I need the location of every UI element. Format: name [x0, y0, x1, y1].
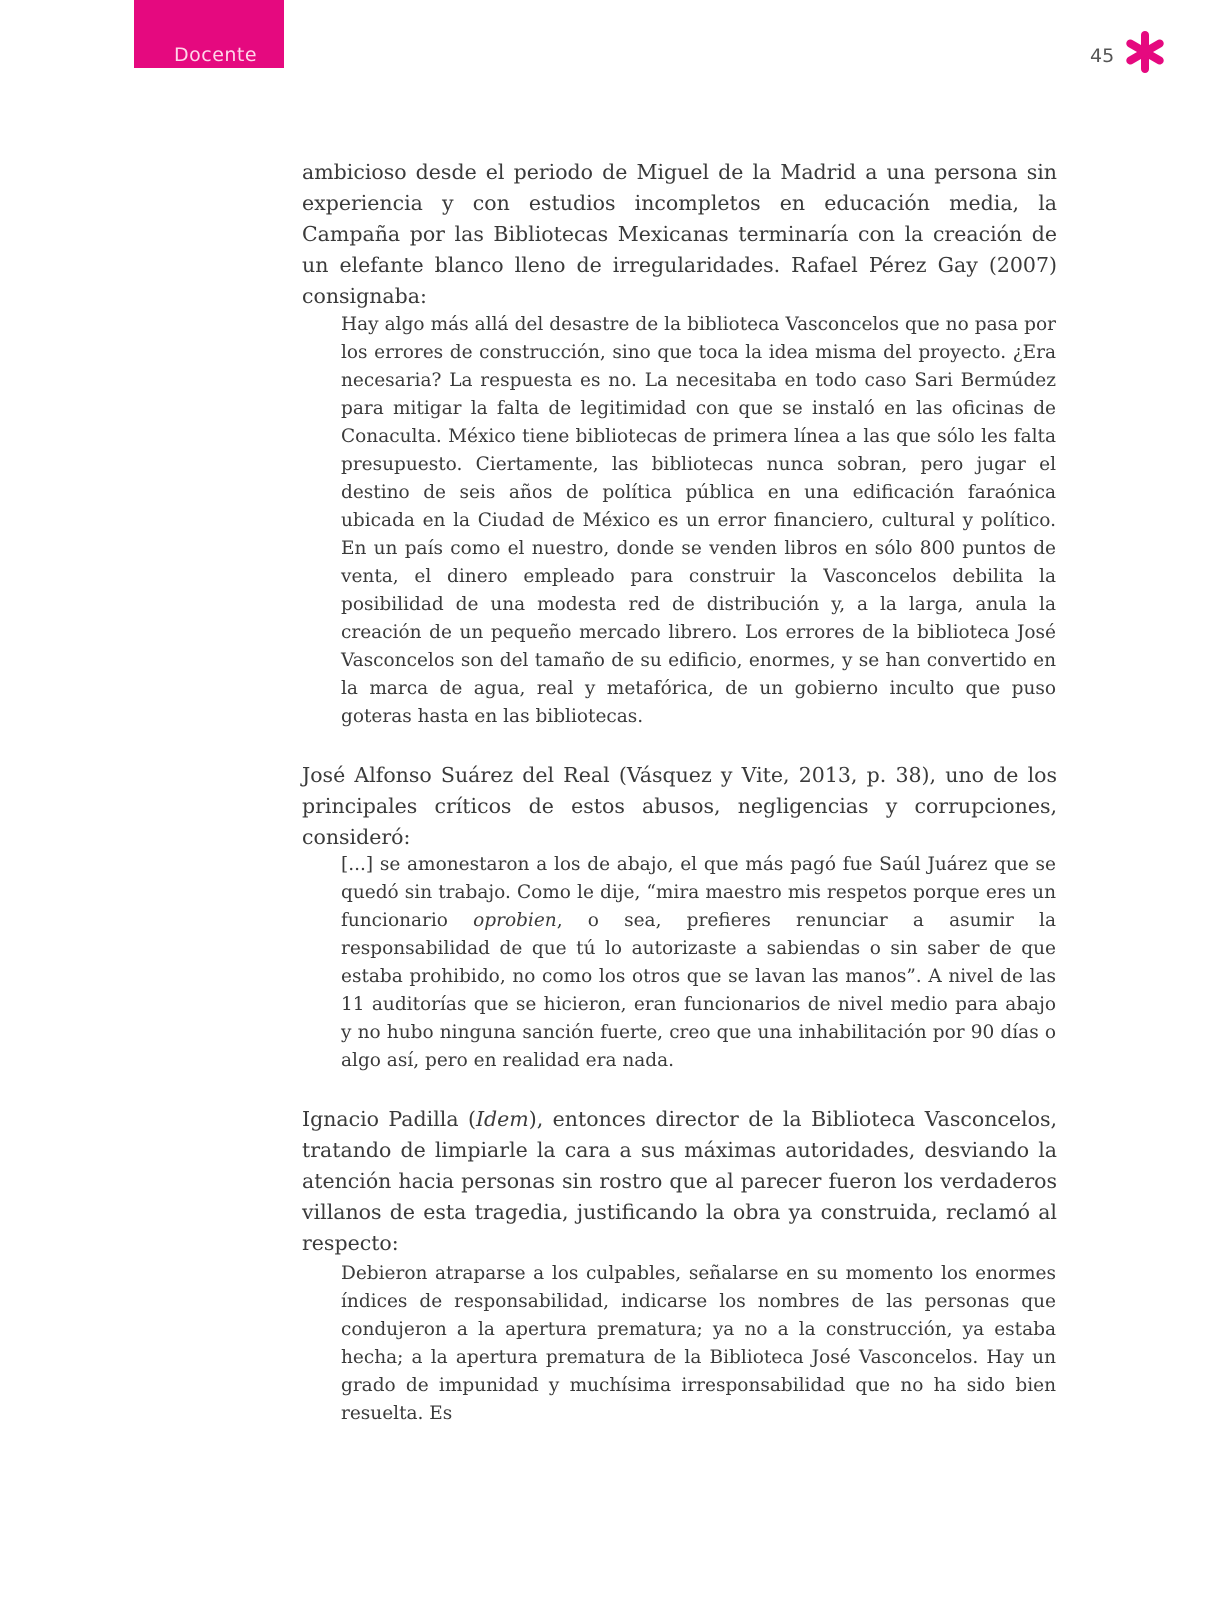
- paragraph-3-italic-term: Idem: [475, 1107, 529, 1131]
- section-label: Docente: [174, 44, 258, 66]
- section-tab: [134, 0, 284, 68]
- body-paragraph-1: ambicioso desde el periodo de Miguel de la Madrid a una persona sin experiencia y con estudios incompletos en educación media, la Campaña por las Bibliotecas Mexicanas terminaría con la creación de un elefante blanco lleno de irregularidades. Rafael Pérez Gay (2007) consignaba:: [302, 160, 1057, 308]
- block-quote-2: [341, 851, 1056, 1075]
- quote-2-italic-term: oprobien: [473, 910, 557, 931]
- quote-2-text-b: , o sea, prefieres renunciar a asumir la responsabilidad de que tú lo autorizaste a sabiendas o sin saber de que estaba prohibido, no como los otros que se lavan las manos”. A nivel de las 11 auditorías que se hicieron, eran funcionarios de nivel medio para abajo y no hubo ninguna sanción fuerte, creo que una inhabilitación por 90 días o algo así, pero en realidad era nada.: [341, 910, 1056, 1071]
- quote-2-text-a: [...] se amonestaron a los de abajo, el que más pagó fue Saúl Juárez que se quedó sin trabajo. Como le dije, “mira maestro mis respetos porque eres un funcionario: [341, 854, 1056, 931]
- paragraph-3-text-a: Ignacio Padilla (: [302, 1107, 476, 1131]
- body-paragraph-2: José Alfonso Suárez del Real (Vásquez y Vite, 2013, p. 38), uno de los principales críticos de estos abusos, negligencias y corrupciones, consideró:: [302, 763, 1057, 849]
- paragraph-3-text-b: ), entonces director de la Biblioteca Vasconcelos, tratando de limpiarle la cara a sus máximas autoridades, desviando la atención hacia personas sin rostro que al parecer fueron los verdaderos villanos de esta tragedia, justificando la obra ya construida, reclamó al respecto:: [302, 1107, 1057, 1255]
- asterisk-icon: [1123, 30, 1167, 74]
- block-quote-3: Debieron atraparse a los culpables, señalarse en su momento los enormes índices de responsabilidad, indicarse los nombres de las personas que condujeron a la apertura prematura; ya no a la construcción, ya estaba hecha; a la apertura prematura de la Biblioteca José Vasconcelos. Hay un grado de impunidad y muchísima irresponsabilidad que no ha sido bien resuelta. Es: [341, 1263, 1056, 1424]
- block-quote-1: Hay algo más allá del desastre de la biblioteca Vasconcelos que no pasa por los errores de construcción, sino que toca la idea misma del proyecto. ¿Era necesaria? La respuesta es no. La necesitaba en todo caso Sari Bermúdez para mitigar la falta de legitimidad con que se instaló en las oficinas de Conaculta. México tiene bibliotecas de primera línea a las que sólo les falta presupuesto. Ciertamente, las bibliotecas nunca sobran, pero jugar el destino de seis años de política pública en una edificación faraónica ubicada en la Ciudad de México es un error financiero, cultural y político. En un país como el nuestro, donde se venden libros en sólo 800 puntos de venta, el dinero empleado para construir la Vasconcelos debilita la posibilidad de una modesta red de distribución y, a la larga, anula la creación de un pequeño mercado librero. Los errores de la biblioteca José Vasconcelos son del tamaño de su edificio, enormes, y se han convertido en la marca de agua, real y metafórica, de un gobierno inculto que puso goteras hasta en las bibliotecas.: [341, 314, 1056, 727]
- body-paragraph-3: [302, 1104, 1057, 1259]
- page-number: 45: [1090, 45, 1115, 67]
